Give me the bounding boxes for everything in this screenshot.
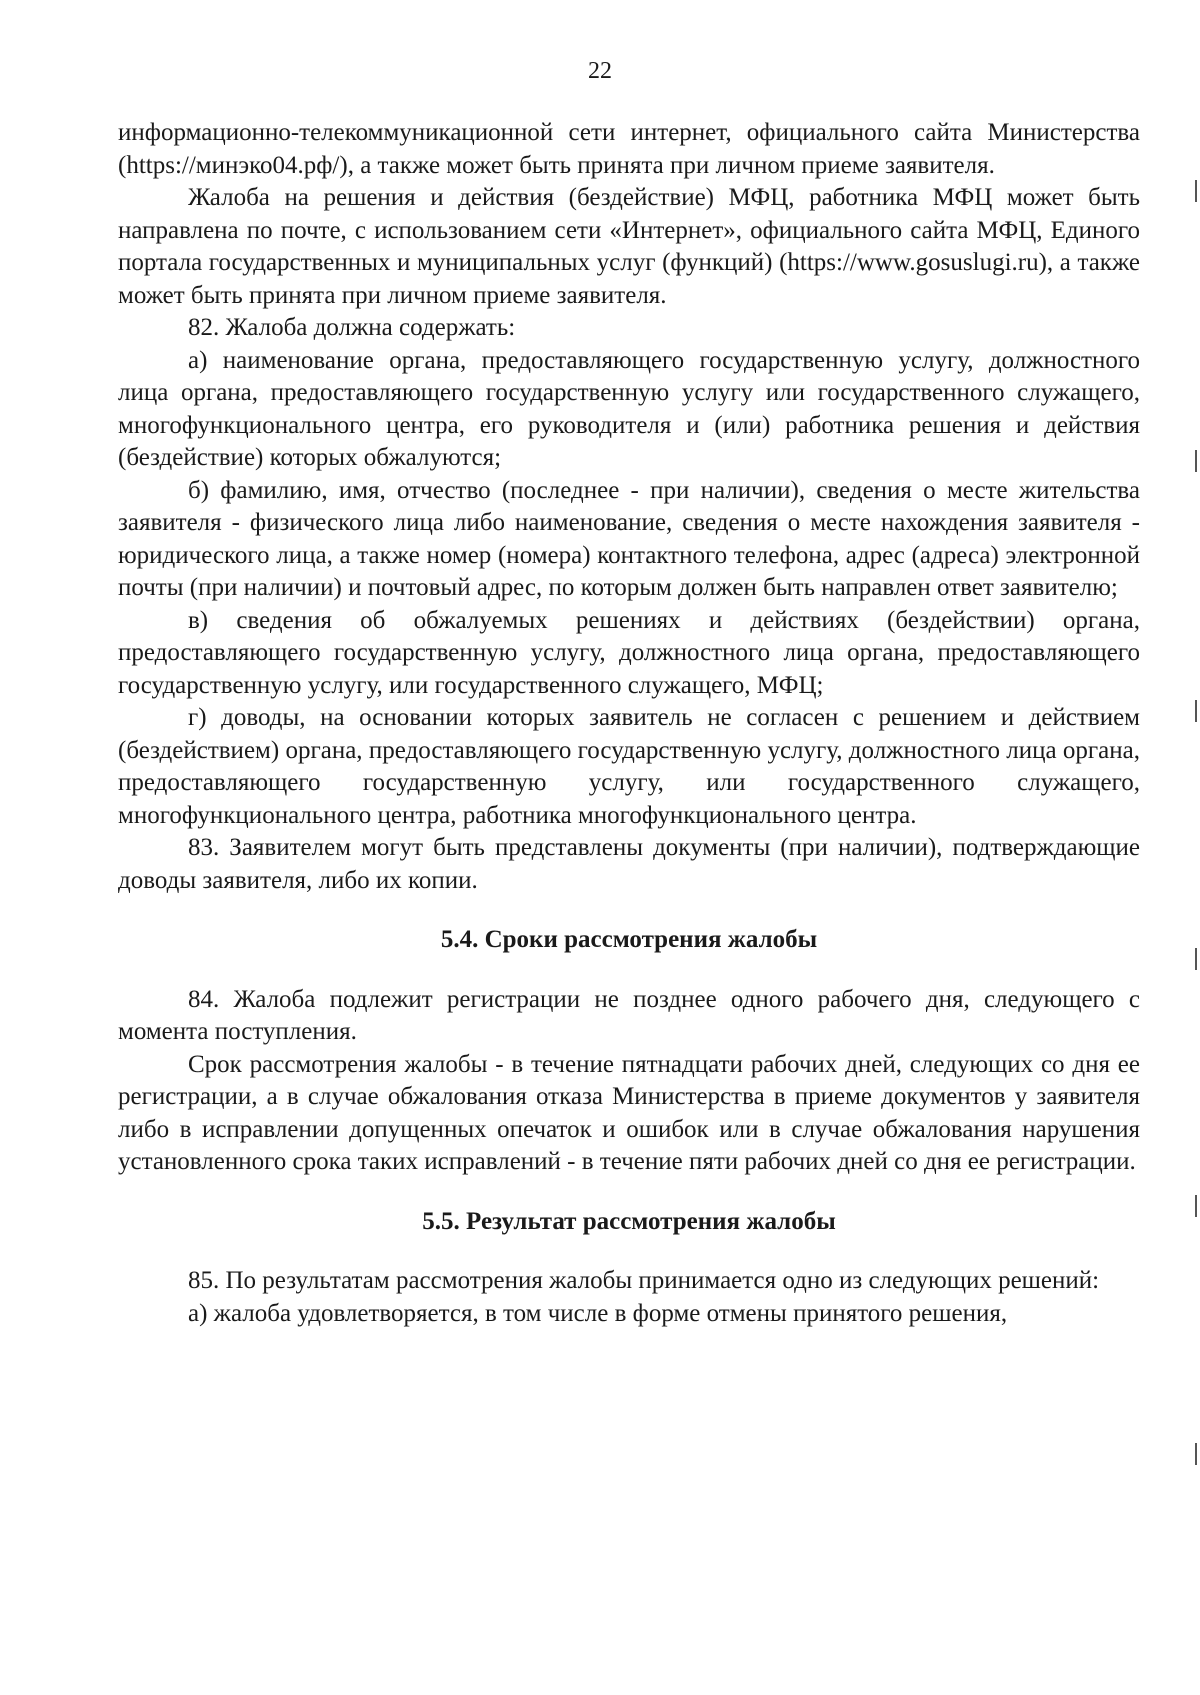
paragraph: а) жалоба удовлетворяется, в том числе в форме отмены принятого решения,	[188, 1299, 1008, 1327]
scan-mark	[1195, 450, 1197, 472]
page-number: 22	[588, 58, 612, 84]
scan-mark	[1195, 700, 1197, 722]
document-body	[118, 117, 1140, 1330]
scan-mark	[1195, 948, 1197, 970]
scan-edge-marks	[1188, 0, 1200, 1695]
scan-mark	[1195, 180, 1197, 202]
paragraph: Срок рассмотрения жалобы - в течение пятнадцати рабочих дней, следующих со дня ее регистрации, а в случае обжалования отказа Министерства в приеме документов у заявителя либо в исправлении допущенных опечаток и ошибок или в случае обжалования нарушения установленного срока таких исправлений - в течение пяти рабочих дней со дня ее регистрации.	[118, 1050, 1140, 1175]
section-heading: 5.5. Результат рассмотрения жалобы	[422, 1207, 836, 1235]
paragraph: а) наименование органа, предоставляющего государственную услугу, должностного лица органа, предоставляющего государственную услугу или государственного служащего, многофункционального центра, его руководителя и (или) работника решения и действия (бездействие) которых обжалуются;	[118, 346, 1140, 471]
scan-mark	[1195, 1443, 1197, 1465]
paragraph: 83. Заявителем могут быть представлены документы (при наличии), подтверждающие доводы заявителя, либо их копии.	[118, 834, 1140, 894]
paragraph: 82. Жалоба должна содержать:	[188, 314, 516, 341]
paragraph: 84. Жалоба подлежит регистрации не позднее одного рабочего дня, следующего с момента поступления.	[118, 985, 1140, 1045]
paragraph: в) сведения об обжалуемых решениях и действиях (бездействии) органа, предоставляющего государственную услугу, должностного лица органа, предоставляющего государственную услугу, или государственного служащего, МФЦ;	[118, 606, 1140, 699]
scan-mark	[1195, 1195, 1197, 1217]
paragraph: Жалоба на решения и действия (бездействие) МФЦ, работника МФЦ может быть направлена по почте, с использованием сети «Интернет», официального сайта МФЦ, Единого портала государственных и муниципальных услуг (функций) (https://www.gosuslugi.ru), а также может быть принята при личном приеме заявителя.	[118, 184, 1140, 309]
paragraph: г) доводы, на основании которых заявитель не согласен с решением и действием (бездействием) органа, предоставляющего государственную услугу, должностного лица органа, предоставляющего государственную услугу, или государственного служащего, многофункционального центра, работника многофункционального центра.	[118, 704, 1140, 829]
paragraph: б) фамилию, имя, отчество (последнее - при наличии), сведения о месте жительства заявителя - физического лица либо наименование, сведения о месте нахождения заявителя - юридического лица, а также номер (номера) контактного телефона, адрес (адреса) электронной почты (при наличии) и почтовый адрес, по которым должен быть направлен ответ заявителю;	[118, 476, 1140, 601]
paragraph: 85. По результатам рассмотрения жалобы принимается одно из следующих решений:	[188, 1267, 1100, 1294]
paragraph: информационно-телекоммуникационной сети интернет, официального сайта Министерства (https://минэко04.рф/), а также может быть принята при личном приеме заявителя.	[118, 119, 1140, 179]
section-heading: 5.4. Сроки рассмотрения жалобы	[440, 926, 818, 953]
